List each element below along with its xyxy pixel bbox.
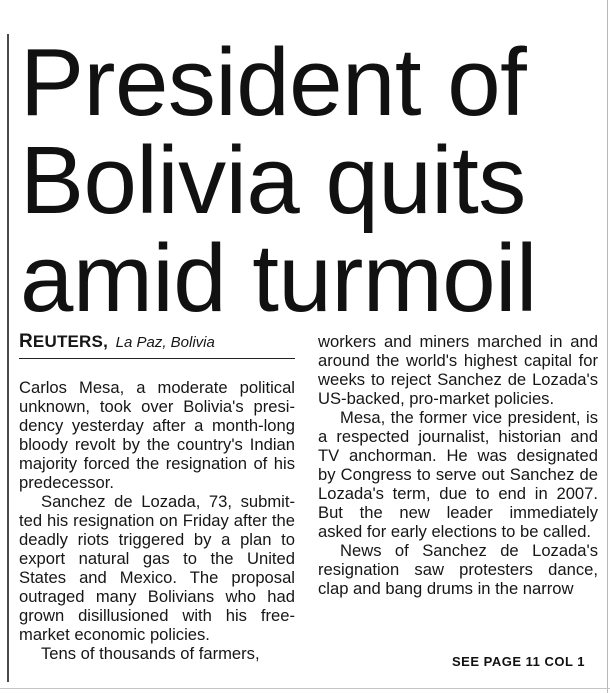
article-column-right	[318, 332, 598, 598]
body-paragraph: workers and miners marched in and around the world's highest capital for weeks to reject Sanchez de Lozada's US-backed, pro-market policies.	[318, 332, 598, 408]
body-paragraph: News of Sanchez de Lozada's resignation saw protesters dance, clap and bang drums in the narrow	[318, 541, 598, 598]
continuation-jump-line: SEE PAGE 11 COL 1	[452, 654, 586, 669]
body-paragraph: Tens of thousands of farmers,	[41, 644, 260, 663]
body-paragraph: Carlos Mesa, a moderate political unknown, took over Bolivia's presidency yesterday after a month-long bloody revolt by the country's Indian majority forced the resignation of his predecessor.	[19, 378, 295, 492]
headline-line: President of	[20, 29, 527, 136]
dateline: La Paz, Bolivia	[115, 334, 215, 351]
headline-line: amid turmoil	[20, 225, 537, 332]
bottom-edge-rule	[0, 688, 610, 689]
left-column-rule	[7, 34, 9, 682]
news-agency: REUTERS,	[19, 331, 108, 352]
body-paragraph: Mesa, the former vice president, is a respected journalist, historian and TV anchorman. He was designated by Congress to serve out Sanchez de Lozada's term, due to end in 2007. But the new leader immediately asked for early elections to be called.	[318, 408, 598, 541]
right-edge-rule	[607, 0, 608, 693]
byline	[19, 332, 295, 359]
headline-line: Bolivia quits	[20, 127, 526, 234]
body-paragraph: Sanchez de Lozada, 73, submitted his resignation on Friday after the deadly riots triggered by a plan to export natural gas to the United States and Mexico. The proposal outraged many Bolivians who had grown disillusioned with his free-market economic policies.	[19, 492, 295, 644]
headline	[20, 29, 605, 332]
article-column-left	[19, 332, 295, 663]
